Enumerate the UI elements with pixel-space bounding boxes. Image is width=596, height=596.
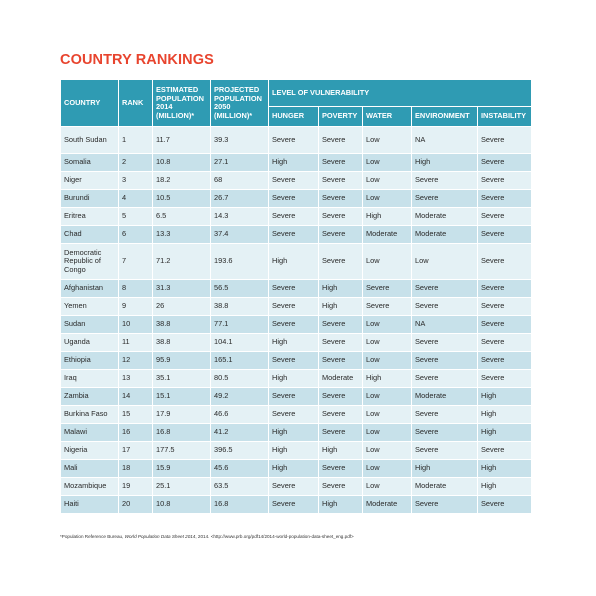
population-2050-cell: 37.4 [211,226,269,244]
population-2050-cell: 63.5 [211,478,269,496]
col-header-projected-population: PROJECTED POPULATION 2050 (MILLION)* [211,80,269,127]
population-2050-cell: 14.3 [211,208,269,226]
table-row [61,388,532,406]
instability-cell: Severe [478,190,532,208]
population-2014-cell: 38.8 [153,334,211,352]
table-row [61,406,532,424]
poverty-cell: High [319,496,363,514]
hunger-cell: High [269,244,319,280]
country-cell: Haiti [61,496,119,514]
instability-cell: Severe [478,280,532,298]
water-cell: Low [363,244,412,280]
environment-cell: Severe [412,370,478,388]
instability-cell: High [478,406,532,424]
population-2014-cell: 13.3 [153,226,211,244]
water-cell: Low [363,442,412,460]
country-cell: Eritrea [61,208,119,226]
water-cell: Low [363,154,412,172]
table-row [61,334,532,352]
rank-cell: 18 [119,460,153,478]
population-2014-cell: 17.9 [153,406,211,424]
table-row [61,280,532,298]
instability-cell: High [478,460,532,478]
instability-cell: Severe [478,352,532,370]
rank-cell: 10 [119,316,153,334]
poverty-cell: Severe [319,190,363,208]
rank-cell: 8 [119,280,153,298]
rank-cell: 15 [119,406,153,424]
environment-cell: NA [412,316,478,334]
environment-cell: Moderate [412,478,478,496]
poverty-cell: Severe [319,460,363,478]
rank-cell: 16 [119,424,153,442]
country-cell: Malawi [61,424,119,442]
table-row [61,244,532,280]
poverty-cell: Moderate [319,370,363,388]
table-row [61,154,532,172]
instability-cell: Severe [478,370,532,388]
rank-cell: 11 [119,334,153,352]
water-cell: Low [363,334,412,352]
country-cell: Zambia [61,388,119,406]
population-2014-cell: 38.8 [153,316,211,334]
population-2014-cell: 6.5 [153,208,211,226]
poverty-cell: Severe [319,172,363,190]
water-cell: Moderate [363,496,412,514]
country-cell: Iraq [61,370,119,388]
poverty-cell: High [319,280,363,298]
hunger-cell: Severe [269,316,319,334]
water-cell: Low [363,316,412,334]
hunger-cell: Severe [269,352,319,370]
poverty-cell: Severe [319,424,363,442]
hunger-cell: Severe [269,172,319,190]
population-2050-cell: 41.2 [211,424,269,442]
country-cell: Ethiopia [61,352,119,370]
population-2014-cell: 25.1 [153,478,211,496]
environment-cell: Severe [412,442,478,460]
instability-cell: Severe [478,298,532,316]
instability-cell: High [478,388,532,406]
table-body [61,127,532,514]
hunger-cell: High [269,460,319,478]
environment-cell: Severe [412,496,478,514]
footnote-source: World Population Data Sheet 2014 [124,534,196,539]
population-2014-cell: 177.5 [153,442,211,460]
instability-cell: Severe [478,127,532,154]
water-cell: Severe [363,280,412,298]
poverty-cell: Severe [319,226,363,244]
hunger-cell: Severe [269,226,319,244]
rank-cell: 20 [119,496,153,514]
instability-cell: High [478,424,532,442]
water-cell: Low [363,478,412,496]
population-2050-cell: 68 [211,172,269,190]
population-2014-cell: 10.8 [153,496,211,514]
environment-cell: High [412,460,478,478]
country-cell: Democratic Republic of Congo [61,244,119,280]
instability-cell: Severe [478,208,532,226]
hunger-cell: Severe [269,127,319,154]
hunger-cell: Severe [269,298,319,316]
population-2014-cell: 35.1 [153,370,211,388]
population-2050-cell: 77.1 [211,316,269,334]
col-header-environment: ENVIRONMENT [412,107,478,127]
rank-cell: 14 [119,388,153,406]
population-2050-cell: 80.5 [211,370,269,388]
water-cell: High [363,370,412,388]
col-header-water: WATER [363,107,412,127]
poverty-cell: Severe [319,316,363,334]
water-cell: Low [363,127,412,154]
population-2050-cell: 165.1 [211,352,269,370]
poverty-cell: Severe [319,154,363,172]
instability-cell: Severe [478,442,532,460]
instability-cell: Severe [478,154,532,172]
environment-cell: Moderate [412,388,478,406]
table-row [61,424,532,442]
table-row [61,370,532,388]
instability-cell: Severe [478,334,532,352]
poverty-cell: Severe [319,208,363,226]
hunger-cell: Severe [269,388,319,406]
country-cell: Yemen [61,298,119,316]
table-row [61,496,532,514]
country-cell: Chad [61,226,119,244]
rank-cell: 19 [119,478,153,496]
environment-cell: Severe [412,172,478,190]
instability-cell: High [478,478,532,496]
col-header-country: COUNTRY [61,80,119,127]
country-cell: Uganda [61,334,119,352]
water-cell: Low [363,406,412,424]
water-cell: Low [363,190,412,208]
population-2014-cell: 26 [153,298,211,316]
population-2050-cell: 39.3 [211,127,269,154]
instability-cell: Severe [478,316,532,334]
population-2050-cell: 27.1 [211,154,269,172]
col-header-poverty: POVERTY [319,107,363,127]
poverty-cell: High [319,442,363,460]
water-cell: Moderate [363,226,412,244]
poverty-cell: Severe [319,127,363,154]
environment-cell: Severe [412,298,478,316]
population-2050-cell: 104.1 [211,334,269,352]
col-header-level-of-vulnerability: LEVEL OF VULNERABILITY [269,80,532,107]
instability-cell: Severe [478,244,532,280]
rank-cell: 1 [119,127,153,154]
population-2014-cell: 16.8 [153,424,211,442]
population-2014-cell: 15.9 [153,460,211,478]
population-2014-cell: 10.8 [153,154,211,172]
hunger-cell: Severe [269,478,319,496]
country-cell: Afghanistan [61,280,119,298]
hunger-cell: Severe [269,406,319,424]
hunger-cell: Severe [269,208,319,226]
environment-cell: NA [412,127,478,154]
water-cell: Low [363,172,412,190]
footnote [60,534,354,539]
environment-cell: Moderate [412,226,478,244]
environment-cell: Severe [412,424,478,442]
rank-cell: 5 [119,208,153,226]
water-cell: Low [363,352,412,370]
population-2050-cell: 45.6 [211,460,269,478]
table-row [61,460,532,478]
hunger-cell: High [269,334,319,352]
hunger-cell: High [269,370,319,388]
population-2050-cell: 56.5 [211,280,269,298]
country-cell: Niger [61,172,119,190]
poverty-cell: High [319,298,363,316]
table-row [61,208,532,226]
table-row [61,298,532,316]
environment-cell: Severe [412,352,478,370]
rank-cell: 3 [119,172,153,190]
table-row [61,442,532,460]
country-cell: Mozambique [61,478,119,496]
rank-cell: 12 [119,352,153,370]
col-header-instability: INSTABILITY [478,107,532,127]
table-row [61,127,532,154]
instability-cell: Severe [478,172,532,190]
water-cell: High [363,208,412,226]
population-2050-cell: 26.7 [211,190,269,208]
table-row [61,316,532,334]
rank-cell: 6 [119,226,153,244]
population-2014-cell: 10.5 [153,190,211,208]
hunger-cell: High [269,424,319,442]
instability-cell: Severe [478,226,532,244]
population-2014-cell: 31.3 [153,280,211,298]
table-row [61,190,532,208]
environment-cell: High [412,154,478,172]
population-2050-cell: 396.5 [211,442,269,460]
hunger-cell: Severe [269,280,319,298]
population-2050-cell: 193.6 [211,244,269,280]
environment-cell: Moderate [412,208,478,226]
water-cell: Low [363,388,412,406]
poverty-cell: Severe [319,334,363,352]
poverty-cell: Severe [319,352,363,370]
table-row [61,478,532,496]
table-row [61,352,532,370]
rank-cell: 9 [119,298,153,316]
population-2050-cell: 38.8 [211,298,269,316]
col-header-rank: RANK [119,80,153,127]
poverty-cell: Severe [319,478,363,496]
hunger-cell: Severe [269,496,319,514]
water-cell: Low [363,460,412,478]
page-title: COUNTRY RANKINGS [60,52,214,68]
population-2014-cell: 11.7 [153,127,211,154]
water-cell: Severe [363,298,412,316]
poverty-cell: Severe [319,244,363,280]
poverty-cell: Severe [319,406,363,424]
population-2050-cell: 49.2 [211,388,269,406]
rank-cell: 17 [119,442,153,460]
footnote-prefix: *Population Reference Bureau, [60,534,125,539]
country-cell: Sudan [61,316,119,334]
environment-cell: Severe [412,190,478,208]
water-cell: Low [363,424,412,442]
country-cell: Burundi [61,190,119,208]
table-row [61,172,532,190]
population-2014-cell: 15.1 [153,388,211,406]
rank-cell: 13 [119,370,153,388]
country-cell: Nigeria [61,442,119,460]
col-header-hunger: HUNGER [269,107,319,127]
population-2050-cell: 16.8 [211,496,269,514]
hunger-cell: High [269,442,319,460]
environment-cell: Severe [412,334,478,352]
country-cell: Burkina Faso [61,406,119,424]
hunger-cell: Severe [269,190,319,208]
hunger-cell: High [269,154,319,172]
population-2014-cell: 95.9 [153,352,211,370]
population-2014-cell: 18.2 [153,172,211,190]
table-row [61,226,532,244]
instability-cell: Severe [478,496,532,514]
country-rankings-table [60,79,532,514]
environment-cell: Severe [412,406,478,424]
population-2014-cell: 71.2 [153,244,211,280]
environment-cell: Low [412,244,478,280]
country-cell: Somalia [61,154,119,172]
col-header-estimated-population: ESTIMATED POPULATION 2014 (MILLION)* [153,80,211,127]
rank-cell: 2 [119,154,153,172]
country-cell: South Sudan [61,127,119,154]
population-2050-cell: 46.6 [211,406,269,424]
country-cell: Mali [61,460,119,478]
rank-cell: 7 [119,244,153,280]
poverty-cell: Severe [319,388,363,406]
environment-cell: Severe [412,280,478,298]
footnote-suffix: , 2014. <http://www.prb.org/pdf14/2014-world-population-data-sheet_eng.pdf> [195,534,354,539]
rank-cell: 4 [119,190,153,208]
